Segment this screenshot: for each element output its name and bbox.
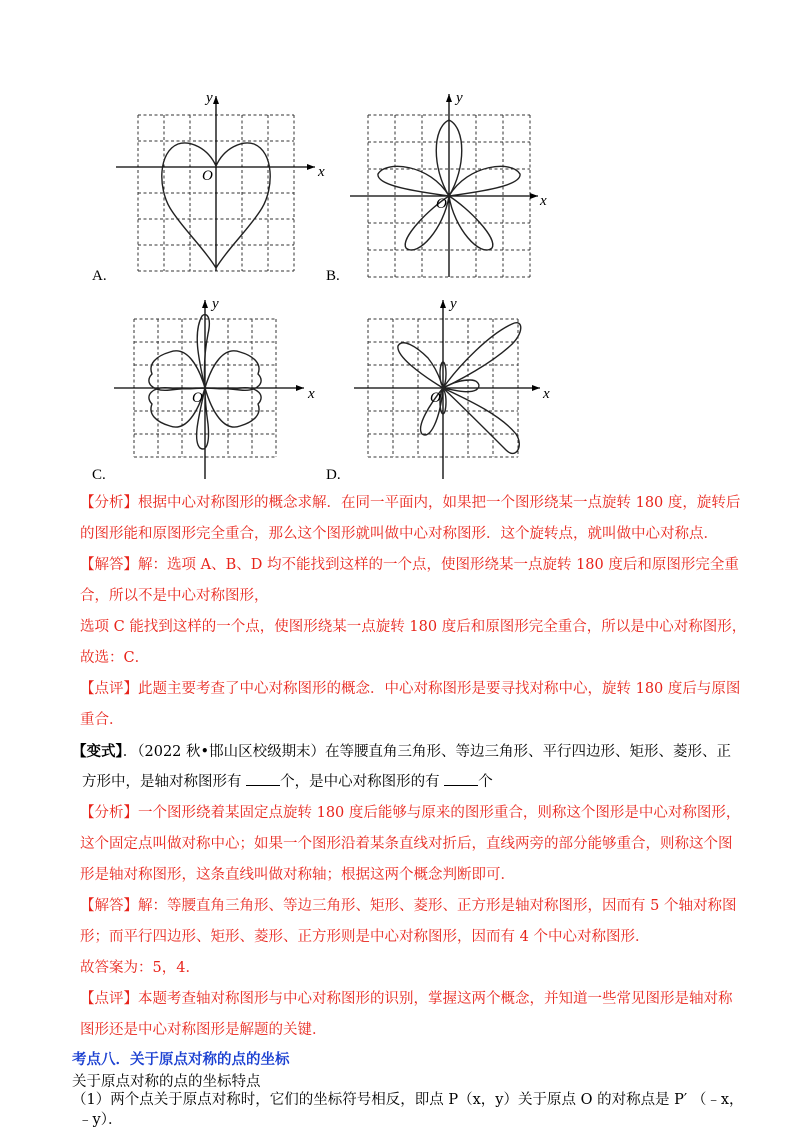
answer-blank-1[interactable]	[246, 771, 280, 786]
svg-text:y: y	[206, 90, 213, 106]
figure-c-graph	[100, 294, 340, 494]
q1-explanation	[80, 488, 747, 736]
section-heading: 考点八．关于原点对称的点的坐标	[72, 1051, 290, 1068]
variant-line-2: 方形中，是轴对称图形有 个，是中心对称图形的有 个	[72, 767, 752, 798]
variant-analysis-line-1: 【分析】一个图形绕着某固定点旋转 180 度后能够与原来的图形重合，则称这个图形是中心对称图形，	[80, 805, 741, 821]
svg-text:x: x	[318, 164, 325, 180]
figure-d-label: D.	[326, 467, 341, 483]
figure-c-label: C.	[92, 467, 106, 483]
q1-analysis-line-2: 的图形能和原图形完全重合，那么这个图形就叫做中心对称图形．这个旋转点，就叫做中心对称点．	[80, 526, 718, 542]
variant-question	[72, 736, 752, 798]
q1-answer-line-3: 选项 C 能找到这样的一个点，使图形绕某一点旋转 180 度后和原图形完全重合，所以是中心对称图形，	[80, 619, 747, 635]
variant-tag: 【变式】	[72, 743, 123, 760]
q1-analysis-line-1: 【分析】根据中心对称图形的概念求解．在同一平面内，如果把一个图形绕某一点旋转 180 度，旋转后	[80, 495, 741, 511]
svg-text:O: O	[436, 196, 447, 212]
svg-text:x: x	[540, 193, 547, 209]
variant-comment-line-1: 【点评】本题考查轴对称图形与中心对称图形的识别，掌握这两个概念，并知道一些常见图形是轴对称	[80, 991, 733, 1007]
figure-d-graph	[340, 294, 560, 494]
analysis-tag: 【分析】	[80, 495, 138, 511]
svg-text:x: x	[543, 386, 550, 402]
svg-text:y: y	[456, 90, 463, 106]
variant-explanation	[80, 798, 740, 1046]
figure-b-graph	[340, 88, 560, 288]
svg-text:O: O	[192, 390, 203, 406]
section-point-line-2: ﹣y）．	[78, 1112, 123, 1128]
q1-answer-line-2: 合，所以不是中心对称图形，	[80, 588, 269, 604]
q1-answer-line-1: 【解答】解：选项 A、B、D 均不能找到这样的一个点，使图形绕某一点旋转 180 度后和原图形完全重	[80, 557, 739, 573]
variant-answer-line-2: 形；而平行四边形、矩形、菱形、正方形则是中心对称图形，因而有 4 个中心对称图形．	[80, 929, 650, 945]
figure-d	[326, 294, 560, 494]
figure-a-graph	[100, 88, 340, 288]
svg-text:O: O	[430, 390, 441, 406]
section-eight-body	[72, 1072, 762, 1092]
svg-text:O: O	[202, 168, 213, 184]
svg-text:y: y	[212, 296, 219, 312]
q1-comment-line-2: 重合．	[80, 712, 124, 728]
variant-line-1: 【变式】．（2022 秋•邯山区校级期末）在等腰直角三角形、等边三角形、平行四边形、矩形、菱形、正	[72, 743, 732, 760]
q1-comment-line-1: 【点评】此题主要考查了中心对称图形的概念．中心对称图形是要寻找对称中心，旋转 180 度后与原图	[80, 681, 741, 697]
variant-analysis-line-3: 形是轴对称图形，这条直线叫做对称轴；根据这两个概念判断即可．	[80, 867, 515, 883]
q1-answer-line-4: 故选：C．	[80, 650, 150, 666]
figure-b-label: B.	[326, 268, 340, 284]
variant-answer-line-3: 故答案为：5，4．	[80, 960, 200, 976]
section-eight	[72, 1046, 762, 1074]
comment-tag: 【点评】	[80, 681, 138, 697]
variant-comment-line-2: 图形还是中心对称图形是解题的关键．	[80, 1022, 327, 1038]
section-eight-point	[72, 1090, 762, 1130]
answer-tag: 【解答】	[80, 557, 138, 573]
svg-text:x: x	[308, 386, 315, 402]
answer-blank-2[interactable]	[444, 771, 478, 786]
figure-a	[92, 88, 340, 288]
svg-text:y: y	[450, 296, 457, 312]
section-subheading: 关于原点对称的点的坐标特点	[72, 1074, 261, 1090]
variant-analysis-line-2: 这个固定点叫做对称中心；如果一个图形沿着某条直线对折后，直线两旁的部分能够重合，则称这个图	[80, 836, 733, 852]
figure-a-label: A.	[92, 268, 107, 284]
section-point-line-1: （1）两个点关于原点对称时，它们的坐标符号相反，即点 P（x，y）关于原点 O 的对称点是 P′ （﹣x，	[72, 1092, 744, 1108]
variant-answer-line-1: 【解答】解：等腰直角三角形、等边三角形、矩形、菱形、正方形是轴对称图形，因而有 5 个轴对称图	[80, 898, 737, 914]
figure-c	[92, 294, 340, 494]
figure-b	[326, 88, 560, 288]
